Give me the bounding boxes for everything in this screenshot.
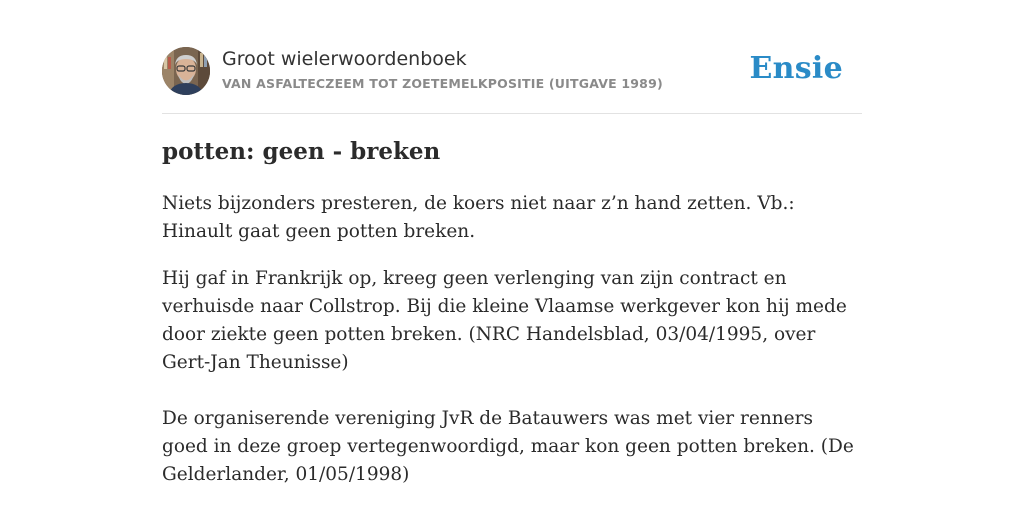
dictionary-title[interactable]: Groot wielerwoordenboek	[222, 48, 467, 70]
entry-definition: Niets bijzonders presteren, de koers niet naar z’n hand zetten. Vb.: Hinault gaat geen potten breken.	[162, 193, 795, 242]
page-header	[162, 47, 862, 97]
entry-headword: potten: geen - breken	[162, 138, 441, 165]
example-text: Hij gaf in Frankrijk op, kreeg geen verlenging van zijn contract en verhuisde naar Collstrop. Bij die kleine Vlaamse werkgever kon hij mede door ziekte geen potten breken. (NRC Handelsblad, 03/04/1995, over Gert-Jan Theunisse)	[162, 268, 847, 373]
dictionary-subtitle: VAN ASFALTECZEEM TOT ZOETEMELKPOSITIE (UITGAVE 1989)	[222, 76, 663, 91]
author-portrait-icon	[162, 47, 210, 95]
example-item	[162, 405, 864, 489]
header-divider	[162, 113, 862, 114]
author-avatar[interactable]	[162, 47, 210, 95]
example-text: De organiserende vereniging JvR de Batauwers was met vier renners goed in deze groep vertegenwoordigd, maar kon geen potten breken. (De Gelderlander, 01/05/1998)	[162, 408, 854, 485]
entry-content	[162, 190, 864, 512]
ensie-logo[interactable]: Ensie	[749, 51, 843, 86]
example-item	[162, 265, 864, 377]
